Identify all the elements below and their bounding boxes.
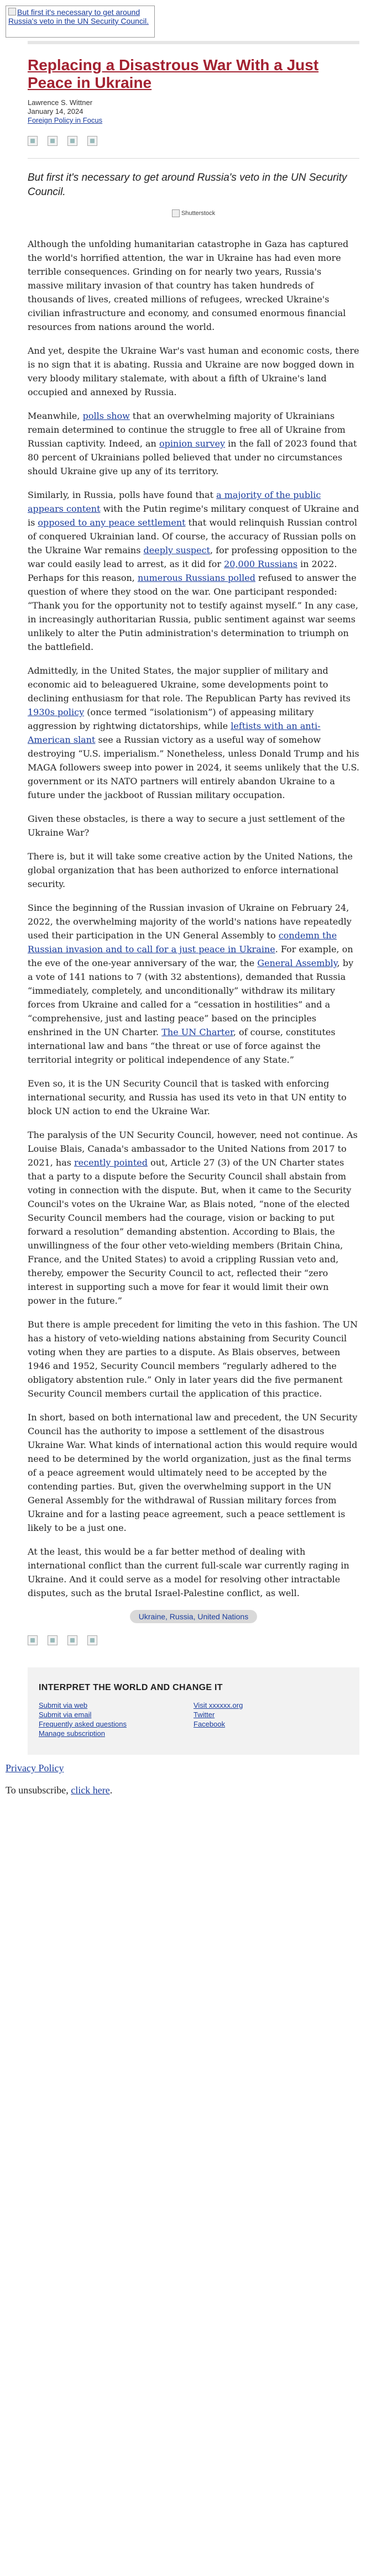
footer-columns bbox=[39, 1701, 348, 1738]
article-paragraph bbox=[28, 1077, 359, 1118]
submit-email-link[interactable]: Submit via email bbox=[39, 1711, 92, 1719]
top-banner-image[interactable] bbox=[6, 6, 155, 38]
print-share-icon[interactable] bbox=[87, 136, 97, 146]
broken-image-icon bbox=[172, 209, 180, 217]
article-title[interactable]: Replacing a Disastrous War With a Just Peace in Ukraine bbox=[28, 56, 319, 91]
banner-link[interactable]: But first it's necessary to get around Russia's veto in the UN Security Council. bbox=[8, 8, 149, 25]
email-container bbox=[28, 41, 359, 1755]
paragraph-text: , of course, constitutes international law and bans “the threat or use of force against the territorial integrity or political independence of any State.” bbox=[28, 1027, 336, 1065]
faq-link[interactable]: Frequently asked questions bbox=[39, 1720, 127, 1728]
paragraph-text: (once termed “isolationism”) of appeasing military aggression by rightwing dictatorships, while bbox=[28, 707, 314, 731]
submit-web-link[interactable]: Submit via web bbox=[39, 1701, 88, 1709]
article-paragraph bbox=[28, 344, 359, 399]
paragraph-text: , by a vote of 141 nations to 7 (with 32 abstentions), demanded that Russia “immediately, completely, and unconditionally” withdraw its military forces from Ukraine and called for a “cessation in hostilities” and a “comprehensive, just and lasting peace” based on the principles enshrined in the UN Charter. bbox=[28, 958, 354, 1037]
inline-link[interactable]: deeply suspect bbox=[143, 545, 211, 555]
footer-col-left bbox=[39, 1701, 194, 1738]
article-paragraph bbox=[28, 1318, 359, 1400]
article-paragraph bbox=[28, 901, 359, 1067]
inline-link[interactable]: condemn the Russian invasion and to call for a just peace in Ukraine bbox=[28, 930, 337, 954]
divider bbox=[28, 158, 359, 159]
print-share-icon[interactable] bbox=[87, 1635, 97, 1645]
twitter-link[interactable]: Twitter bbox=[194, 1711, 215, 1719]
inline-link[interactable]: recently pointed bbox=[74, 1157, 148, 1168]
bottom-links bbox=[0, 1755, 387, 1812]
inline-link[interactable]: 20,000 Russians bbox=[224, 559, 298, 569]
inline-link[interactable]: leftists with an anti-American slant bbox=[28, 721, 321, 745]
inline-link[interactable]: 1930s policy bbox=[28, 707, 85, 717]
share-row-bottom bbox=[28, 1635, 359, 1645]
date: January 14, 2024 bbox=[28, 107, 83, 116]
paragraph-text: And yet, despite the Ukraine War's vast human and economic costs, there is no sign that it is abating. Russia and Ukraine are now bogged down in very bloody military stalemate, with about a fifth of Ukraine's land occupied and annexed by Russia. bbox=[28, 345, 359, 397]
visit-site-link[interactable]: Visit xxxxxx.org bbox=[194, 1701, 243, 1709]
paragraph-text: Given these obstacles, is there a way to secure a just settlement of the Ukraine War? bbox=[28, 814, 345, 838]
paragraph-text: Meanwhile, bbox=[28, 411, 83, 421]
tag-list[interactable]: Ukraine, Russia, United Nations bbox=[130, 1610, 257, 1623]
article bbox=[28, 44, 359, 1645]
paragraph-text: At the least, this would be a far better method of dealing with international conflict than the current full-scale war currently raging in Ukraine. And it could serve as a model for resolving other intractable disputes, such as the brutal Israel-Palestine conflict, as well. bbox=[28, 1546, 349, 1598]
footer-heading: INTERPRET THE WORLD AND CHANGE IT bbox=[39, 1683, 223, 1692]
paragraph-text: , for professing opposition to the war could easily lead to arrest, as it did for bbox=[28, 545, 357, 569]
paragraph-text: The paralysis of the UN Security Council, however, need not continue. As Louise Blais, Canada's ambassador to the United Nations from 2017 to 2021, has bbox=[28, 1130, 358, 1168]
article-paragraph bbox=[28, 237, 359, 334]
paragraph-text: see a Russian victory as a useful way of somehow destroying “U.S. imperialism.” Nonetheless, unless Donald Trump and his MAGA followers sweep into power in 2024, it seems unlikely that the U.S. government or its NATO partners will entirely abandon Ukraine to a future under the jackboot of Russian military occupation. bbox=[28, 734, 359, 800]
unsubscribe-line bbox=[6, 1783, 387, 1797]
facebook-share-icon[interactable] bbox=[28, 1635, 38, 1645]
article-paragraph bbox=[28, 1545, 359, 1600]
paragraph-text: that would relinquish Russian control of conquered Ukrainian land. Of course, the accuracy of Russian polls on the Ukraine War remains bbox=[28, 517, 357, 555]
paragraph-text: Even so, it is the UN Security Council that is tasked with enforcing international security, and Russia has used its veto in that UN entity to block UN action to end the Ukraine War. bbox=[28, 1078, 347, 1116]
paragraph-text: in the fall of 2023 found that 80 percent of Ukrainians polled believed that under no circumstances should Ukraine give up any of its territory. bbox=[28, 438, 357, 476]
facebook-link[interactable]: Facebook bbox=[194, 1720, 226, 1728]
footer-col-right bbox=[194, 1701, 348, 1738]
unsubscribe-suffix: . bbox=[109, 1785, 113, 1796]
manage-subscription-link[interactable]: Manage subscription bbox=[39, 1729, 105, 1738]
paragraph-text: . For example, on the eve of the one-year anniversary of the war, the bbox=[28, 944, 353, 968]
share-row-top bbox=[28, 136, 359, 146]
inline-link[interactable]: numerous Russians polled bbox=[137, 573, 255, 583]
paragraph-text: with the Putin regime's military conquest of Ukraine and is bbox=[28, 503, 359, 528]
article-paragraph bbox=[28, 1410, 359, 1535]
article-body bbox=[28, 237, 359, 1600]
paragraph-text: There is, but it will take some creative action by the United Nations, the global organization that has been authorized to enforce international security. bbox=[28, 851, 353, 889]
article-meta bbox=[28, 98, 359, 125]
paragraph-text: In short, based on both international law and precedent, the UN Security Council has the authority to impose a settlement of the disastrous Ukraine War. What kinds of international action this would require would need to be determined by the world organization, just as the final terms of a peace agreement would ultimately need to be accepted by the contending parties. But, given the overwhelming support in the UN General Assembly for the withdrawal of Russian military forces from Ukraine and for a lasting peace agreement, such a peace settlement is likely to be a just one. bbox=[28, 1412, 358, 1533]
article-subtitle: But first it's necessary to get around Russia's veto in the UN Security Council. bbox=[28, 172, 347, 198]
article-paragraph bbox=[28, 488, 359, 654]
inline-link[interactable]: opposed to any peace settlement bbox=[38, 517, 186, 528]
paragraph-text: Although the unfolding humanitarian catastrophe in Gaza has captured the world's horrified attention, the war in Ukraine has had even more terrible consequences. Grinding on for nearly two years, Russia's massive military invasion of that country has taken hundreds of thousands of lives, created millions of refugees, wrecked Ukraine's civilian infrastructure and economy, and consumed enormous financial resources from nations around the world. bbox=[28, 239, 349, 332]
paragraph-text: that an overwhelming majority of Ukrainians remain determined to continue the struggle to free all of Ukraine from Russian captivity. Indeed, an bbox=[28, 411, 346, 449]
paragraph-text: Similarly, in Russia, polls have found that bbox=[28, 490, 217, 500]
inline-link[interactable]: a majority of the public appears content bbox=[28, 490, 321, 514]
unsubscribe-prefix: To unsubscribe, bbox=[6, 1785, 71, 1796]
twitter-share-icon[interactable] bbox=[48, 1635, 57, 1645]
paragraph-text: out, Article 27 (3) of the UN Charter states that a party to a dispute before the Security Council shall abstain from voting in connection with the dispute. But, when it came to the Security Council's votes on the Ukraine War, as Blais noted, “none of the elected Security Council members had the courage, vision or backing to put forward a resolution” demanding abstention. According to Blais, the unwillingness of the four other veto-wielding members (Britain China, France, and the United States) to avoid a crippling Russian veto and, thereby, empower the Security Council to act, reflected their “zero interest in supporting such a move for fear it would limit their own power in the future.” bbox=[28, 1157, 352, 1306]
unsubscribe-link[interactable]: click here bbox=[71, 1785, 110, 1796]
paragraph-text: Since the beginning of the Russian invasion of Ukraine on February 24, 2022, the overwhelming majority of the world's nations have repeatedly used their participation in the UN General Assembly to bbox=[28, 903, 352, 941]
paragraph-text: Admittedly, in the United States, the major supplier of military and economic aid to beleaguered Ukraine, some developments point to declining enthusiasm for that role. The Republican Party has revived its bbox=[28, 665, 351, 704]
article-paragraph bbox=[28, 812, 359, 840]
article-photo bbox=[28, 209, 359, 217]
article-paragraph bbox=[28, 849, 359, 891]
email-share-icon[interactable] bbox=[67, 136, 77, 146]
facebook-share-icon[interactable] bbox=[28, 136, 38, 146]
author: Lawrence S. Wittner bbox=[28, 98, 93, 107]
article-paragraph bbox=[28, 664, 359, 802]
twitter-share-icon[interactable] bbox=[48, 136, 57, 146]
photo-credit: Shutterstock bbox=[181, 209, 216, 217]
tags bbox=[28, 1610, 359, 1623]
paragraph-text: But there is ample precedent for limiting the veto in this fashion. The UN has a history of veto-wielding nations abstaining from Security Council voting when they are parties to a dispute. As Blais observes, between 1946 and 1952, Security Council members “regularly adhered to the obligatory abstention rule.” Only in later years did the five permanent Security Council members curtail the application of this practice. bbox=[28, 1319, 358, 1399]
paragraph-text: refused to answer the question of where they stood on the war. One participant responded: “Thank you for the opportunity not to testify against myself.” In any case, in increasingly authoritarian Russia, public sentiment against war seems unlikely to alter the Putin administration's determination to triumph on the battlefield. bbox=[28, 573, 358, 652]
article-paragraph bbox=[28, 409, 359, 478]
article-paragraph bbox=[28, 1128, 359, 1308]
inline-link[interactable]: General Assembly bbox=[257, 958, 337, 968]
inline-link[interactable]: opinion survey bbox=[159, 438, 226, 449]
inline-link[interactable]: polls show bbox=[82, 411, 130, 421]
source-link[interactable]: Foreign Policy in Focus bbox=[28, 116, 103, 124]
broken-image-icon bbox=[8, 8, 16, 15]
inline-link[interactable]: The UN Charter bbox=[161, 1027, 233, 1037]
privacy-policy-link[interactable]: Privacy Policy bbox=[6, 1762, 64, 1774]
paragraph-text: in 2022. Perhaps for this reason, bbox=[28, 559, 337, 583]
email-share-icon[interactable] bbox=[67, 1635, 77, 1645]
footer bbox=[28, 1667, 359, 1755]
